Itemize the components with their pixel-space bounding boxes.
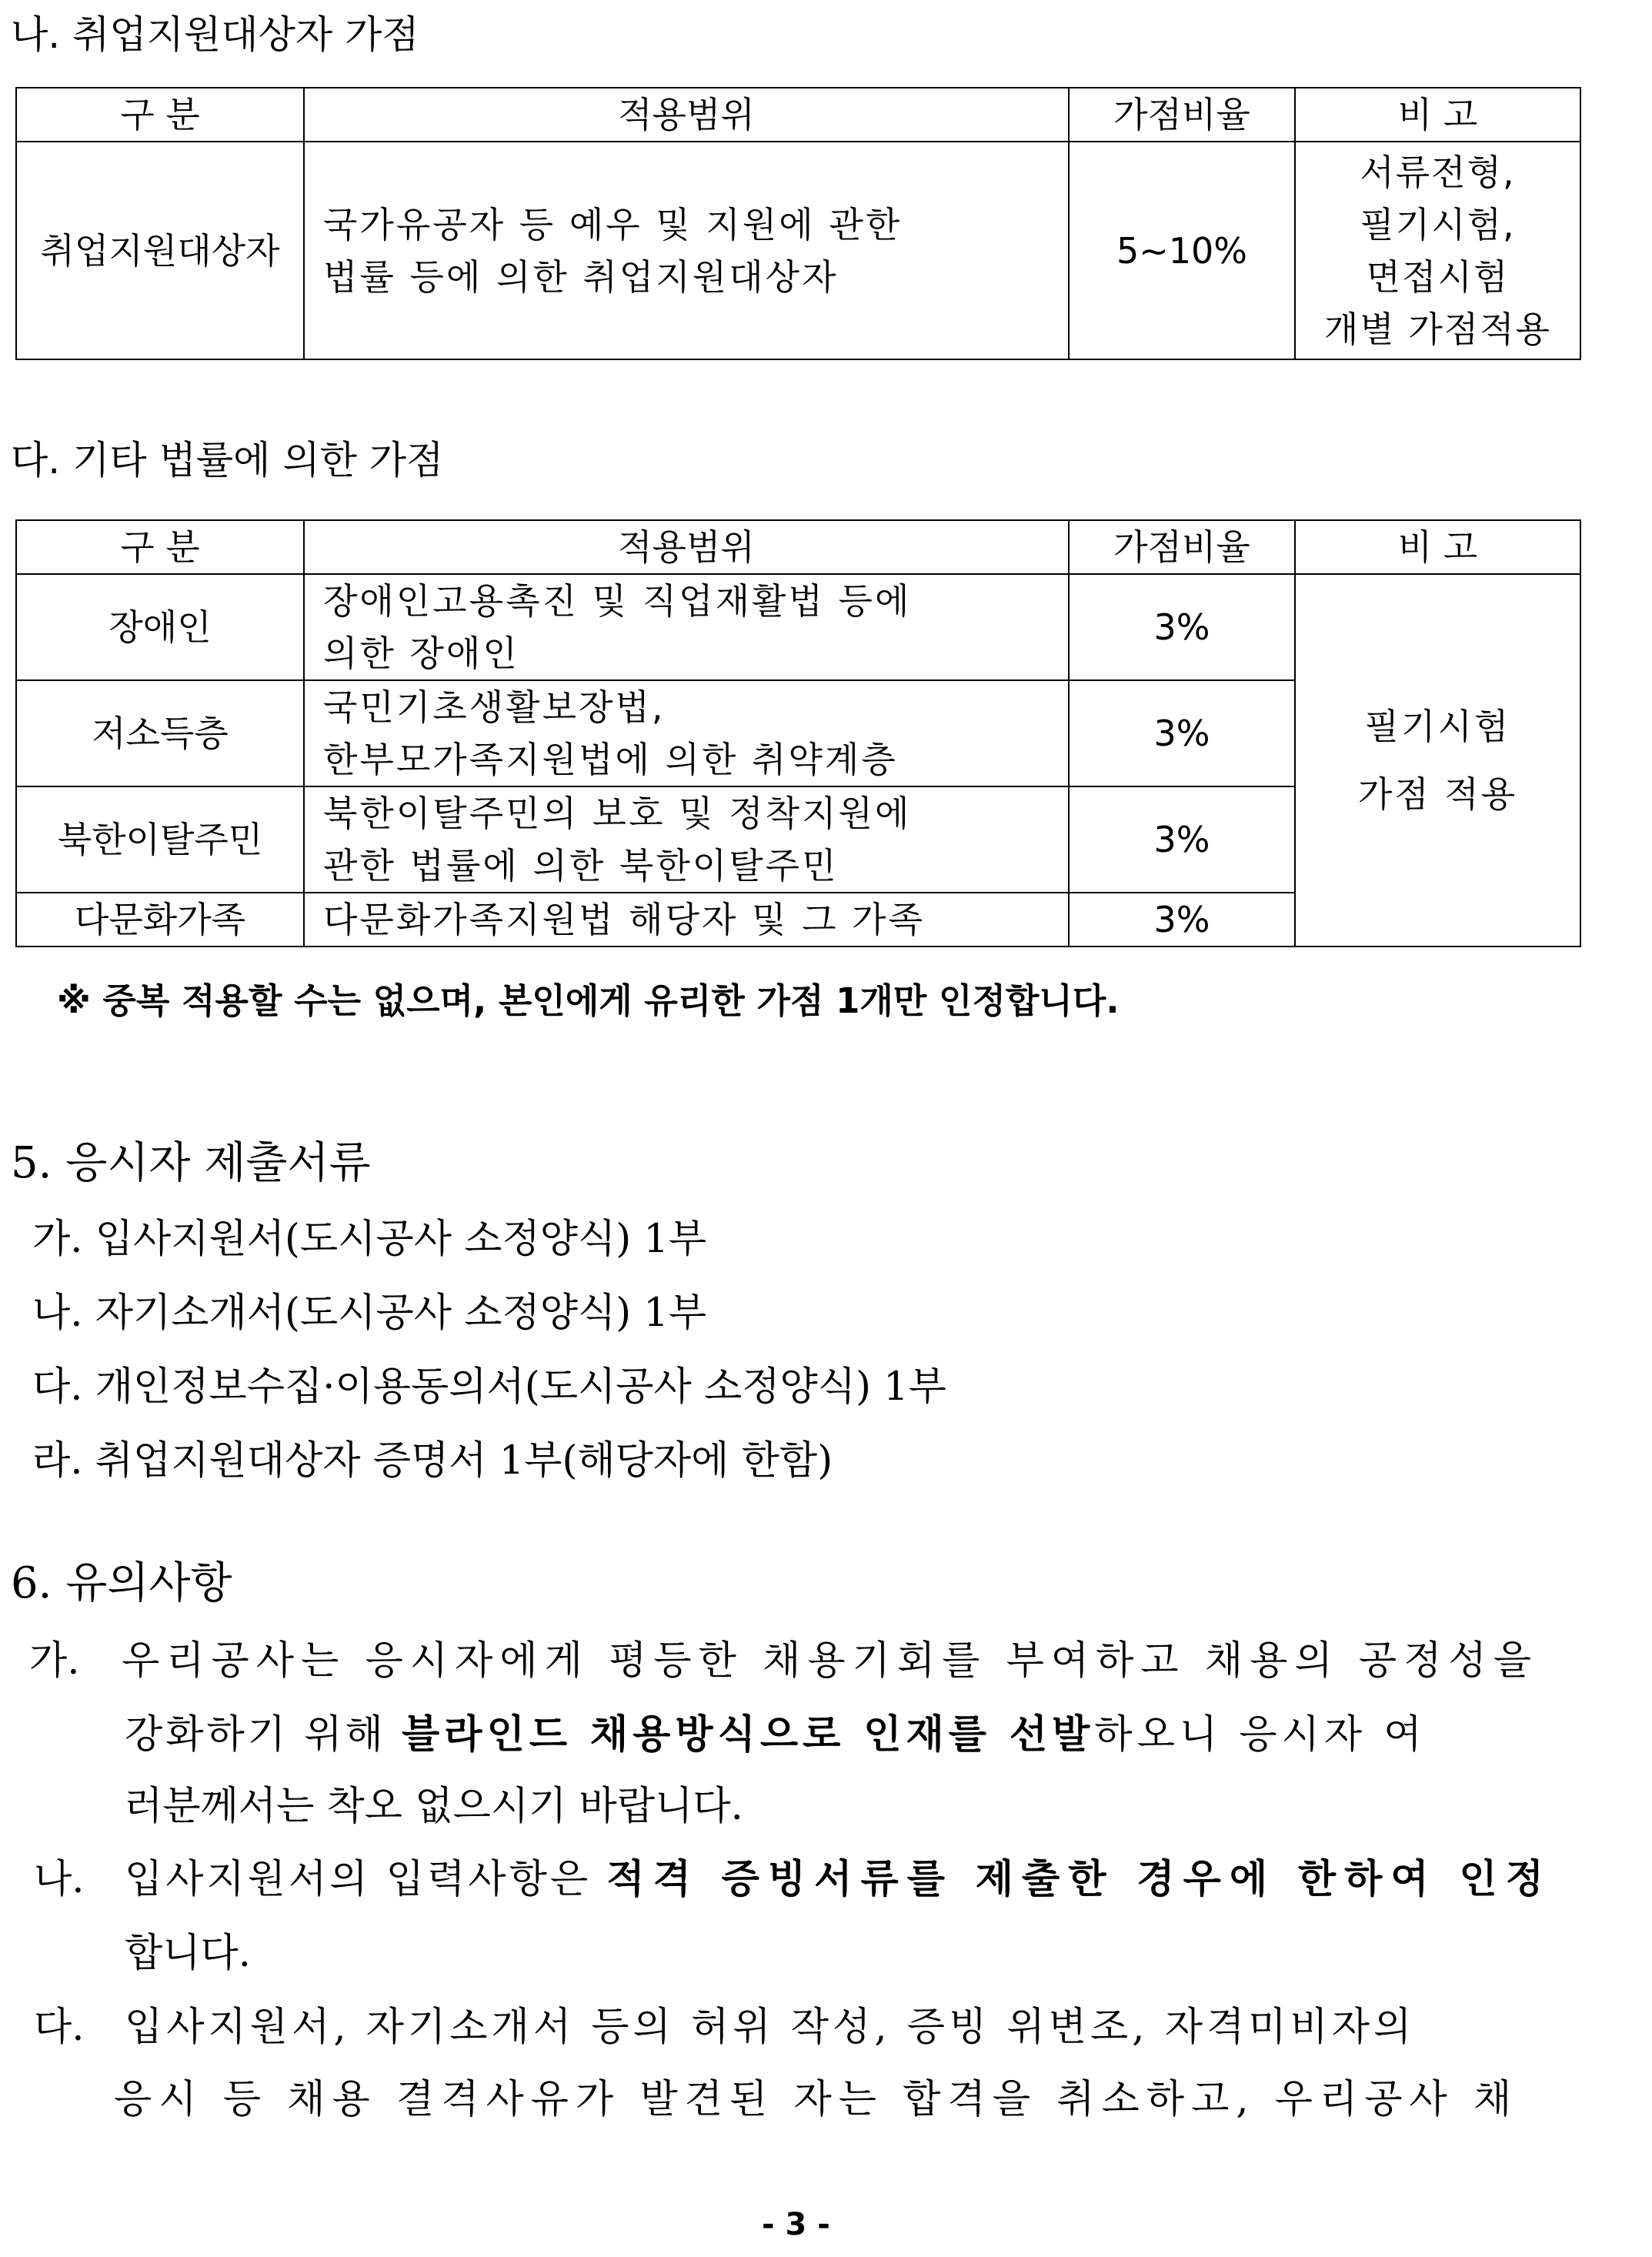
- duplicate-note: ※ 중복 적용할 수는 없으며, 본인에게 유리한 가점 1개만 인정합니다.: [57, 980, 1120, 1021]
- table-row: [16, 574, 1580, 680]
- scope-line: 법률 등에 의한 취업지원대상자: [323, 255, 839, 298]
- notice-ga-line: [125, 1712, 1427, 1758]
- list-item: 다. 개인정보수집·이용동의서(도시공사 소정양식) 1부: [32, 1364, 946, 1410]
- notice-na-line: [125, 1857, 1552, 1902]
- notice-ga-marker: 가.: [29, 1638, 80, 1684]
- scope-cell: [304, 142, 1069, 359]
- scope-cell: 다문화가족지원법 해당자 및 그 가족: [304, 893, 1069, 947]
- category-cell: 북한이탈주민: [16, 786, 304, 893]
- ratio-cell: 3%: [1069, 574, 1295, 680]
- notice-ga-line: 우리공사는 응시자에게 평등한 채용기회를 부여하고 채용의 공정성을: [122, 1638, 1538, 1684]
- notice-na-marker: 나.: [34, 1857, 85, 1902]
- notice-da-line: 입사지원서, 자기소개서 등의 허위 작성, 증빙 위변조, 자격미비자의: [125, 2005, 1416, 2050]
- ratio-cell: 3%: [1069, 680, 1295, 786]
- remark-cell: [1295, 574, 1580, 947]
- notice-da-marker: 다.: [34, 2005, 85, 2050]
- notice-text: 하오니 응시자 여: [1094, 1712, 1427, 1758]
- scope-cell: [304, 786, 1069, 893]
- notice-ga-line: 러분께서는 착오 없으시기 바랍니다.: [125, 1784, 743, 1829]
- scope-line: 국가유공자 등 예우 및 지원에 관한: [323, 203, 903, 245]
- scope-line: 한부모가족지원법에 의한 취약계층: [323, 739, 898, 780]
- header-ratio: 가점비율: [1069, 88, 1295, 142]
- ratio-cell: 3%: [1069, 786, 1295, 893]
- other-law-table: [15, 519, 1581, 947]
- remark-line: 필기시험,: [1360, 203, 1516, 245]
- header-scope: 적용범위: [304, 88, 1069, 142]
- category-cell: 저소득층: [16, 680, 304, 786]
- ratio-cell: 3%: [1069, 893, 1295, 947]
- remark-line: 개별 가점적용: [1323, 308, 1552, 350]
- scope-line: 관한 법률에 의한 북한이탈주민: [323, 845, 839, 886]
- notice-emphasis: 적격 증빙서류를 제출한 경우에 한하여 인정: [606, 1857, 1552, 1902]
- remark-line: 면접시험: [1366, 255, 1510, 298]
- section-da-title: 다. 기타 법률에 의한 가점: [11, 438, 444, 482]
- remark-cell: [1295, 142, 1580, 359]
- list-item: 나. 자기소개서(도시공사 소정양식) 1부: [32, 1290, 707, 1336]
- notice-text: 입사지원서의 입력사항은: [125, 1857, 607, 1902]
- header-remark: 비 고: [1295, 520, 1580, 574]
- notice-na-line: 합니다.: [125, 1931, 252, 1976]
- header-ratio: 가점비율: [1069, 520, 1295, 574]
- header-remark: 비 고: [1295, 88, 1580, 142]
- list-item: 가. 입사지원서(도시공사 소정양식) 1부: [32, 1217, 707, 1262]
- category-cell: 장애인: [16, 574, 304, 680]
- section-na-title: 나. 취업지원대상자 가점: [11, 12, 419, 57]
- remark-line: 가점 적용: [1357, 773, 1518, 815]
- header-scope: 적용범위: [304, 520, 1069, 574]
- header-category: 구 분: [16, 88, 304, 142]
- scope-line: 의한 장애인: [323, 633, 519, 674]
- remark-line: 서류전형,: [1360, 151, 1516, 193]
- category-cell: 다문화가족: [16, 893, 304, 947]
- ratio-cell: 5~10%: [1069, 142, 1295, 359]
- notice-text: 강화하기 위해: [125, 1712, 402, 1758]
- remark-line: 필기시험: [1364, 706, 1511, 747]
- notice-emphasis: 블라인드 채용방식으로 인재를 선발: [402, 1712, 1095, 1758]
- scope-cell: [304, 574, 1069, 680]
- section6-title: 6. 유의사항: [11, 1558, 232, 1608]
- scope-line: 장애인고용촉진 및 직업재활법 등에: [323, 580, 912, 622]
- scope-cell: [304, 680, 1069, 786]
- page-number: - 3 -: [762, 2207, 830, 2242]
- scope-line: 북한이탈주민의 보호 및 정착지원에: [323, 793, 912, 834]
- employment-support-table: [15, 87, 1581, 360]
- section5-title: 5. 응시자 제출서류: [11, 1138, 371, 1188]
- table-row: [16, 142, 1580, 359]
- header-category: 구 분: [16, 520, 304, 574]
- category-cell: 취업지원대상자: [16, 142, 304, 359]
- notice-da-line: 응시 등 채용 결격사유가 발견된 자는 합격을 취소하고, 우리공사 채: [114, 2077, 1519, 2122]
- scope-line: 국민기초생활보장법,: [323, 686, 666, 728]
- list-item: 라. 취업지원대상자 증명서 1부(해당자에 한함): [32, 1438, 833, 1484]
